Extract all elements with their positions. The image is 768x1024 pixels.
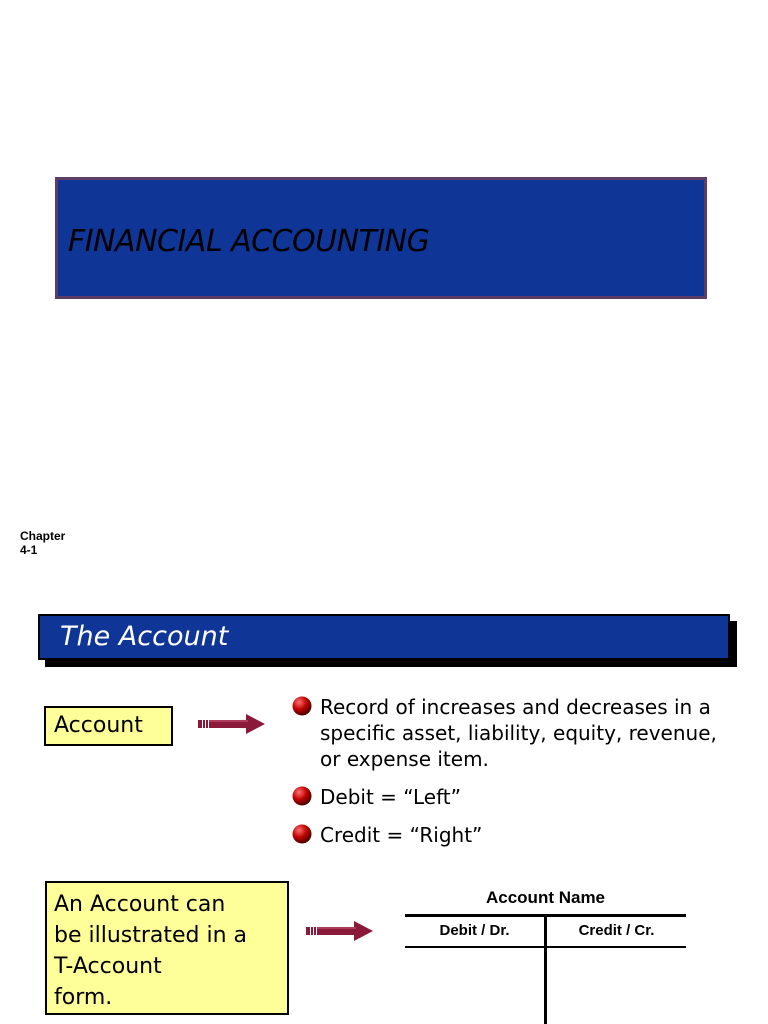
chapter-number: 4-1 xyxy=(20,543,38,557)
account-label: Account xyxy=(54,713,143,738)
section-banner xyxy=(38,614,730,660)
red-bullet-icon xyxy=(292,696,312,716)
bullet-list xyxy=(292,694,732,860)
arrow-right-icon xyxy=(198,713,266,735)
bullet-item xyxy=(292,694,732,772)
chapter-label xyxy=(20,529,65,557)
red-bullet-icon xyxy=(292,786,312,806)
section-title: The Account xyxy=(60,621,229,652)
red-bullet-icon xyxy=(292,824,312,844)
bullet-text: Credit = “Right” xyxy=(320,823,483,847)
t-account-name: Account Name xyxy=(485,888,606,907)
slide-title: FINANCIAL ACCOUNTING xyxy=(68,224,430,259)
illustrated-note-box xyxy=(45,881,289,1015)
t-account-debit-header: Debit / Dr. xyxy=(439,922,510,939)
bullet-text: Record of increases and decreases in a specific asset, liability, equity, revenue, or expense item. xyxy=(320,695,717,771)
t-account xyxy=(405,888,686,1024)
t-account-divider xyxy=(544,916,547,1024)
t-account-credit-header: Credit / Cr. xyxy=(578,922,655,939)
account-label-box xyxy=(44,706,173,746)
illustrated-note: An Account can be illustrated in a T-Account form. xyxy=(54,892,248,1010)
slide-title-box xyxy=(55,177,707,299)
bullet-item xyxy=(292,784,732,810)
bullet-text: Debit = “Left” xyxy=(320,785,462,809)
chapter-label-text: Chapter xyxy=(20,529,66,543)
arrow-right-icon xyxy=(306,920,374,942)
bullet-item xyxy=(292,822,732,848)
